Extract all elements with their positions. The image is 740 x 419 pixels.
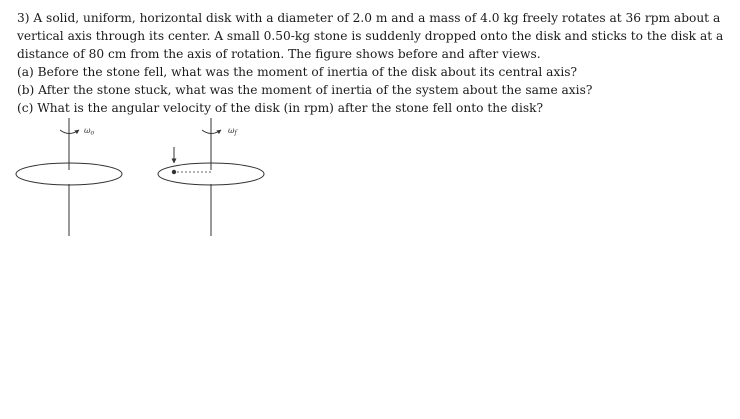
question-part-c: (c) What is the angular velocity of the disk (in rpm) after the stone fell onto the disk? (17, 101, 544, 115)
before-view (16, 118, 122, 236)
problem-statement: 3) A solid, uniform, horizontal disk with a diameter of 2.0 m and a mass of 4.0 kg freely rotates at 36 rpm about a vertical axis through its center. A small 0.50-kg stone is suddenly dropped onto the disk and sticks to the disk at a distance of 80 cm from the axis of rotation. The figure shows before and after views. (17, 11, 724, 61)
before-omega-label: ωo (84, 126, 95, 137)
before-omega-subscript: o (90, 129, 95, 137)
after-omega-label: ωf (228, 126, 237, 137)
after-omega-subscript: f (234, 129, 237, 137)
question-part-a: (a) Before the stone fell, what was the moment of inertia of the disk about its central axis? (17, 65, 578, 79)
after-view (158, 118, 264, 236)
stone-dot (172, 170, 176, 174)
question-part-b: (b) After the stone stuck, what was the moment of inertia of the system about the same axis? (17, 83, 593, 97)
